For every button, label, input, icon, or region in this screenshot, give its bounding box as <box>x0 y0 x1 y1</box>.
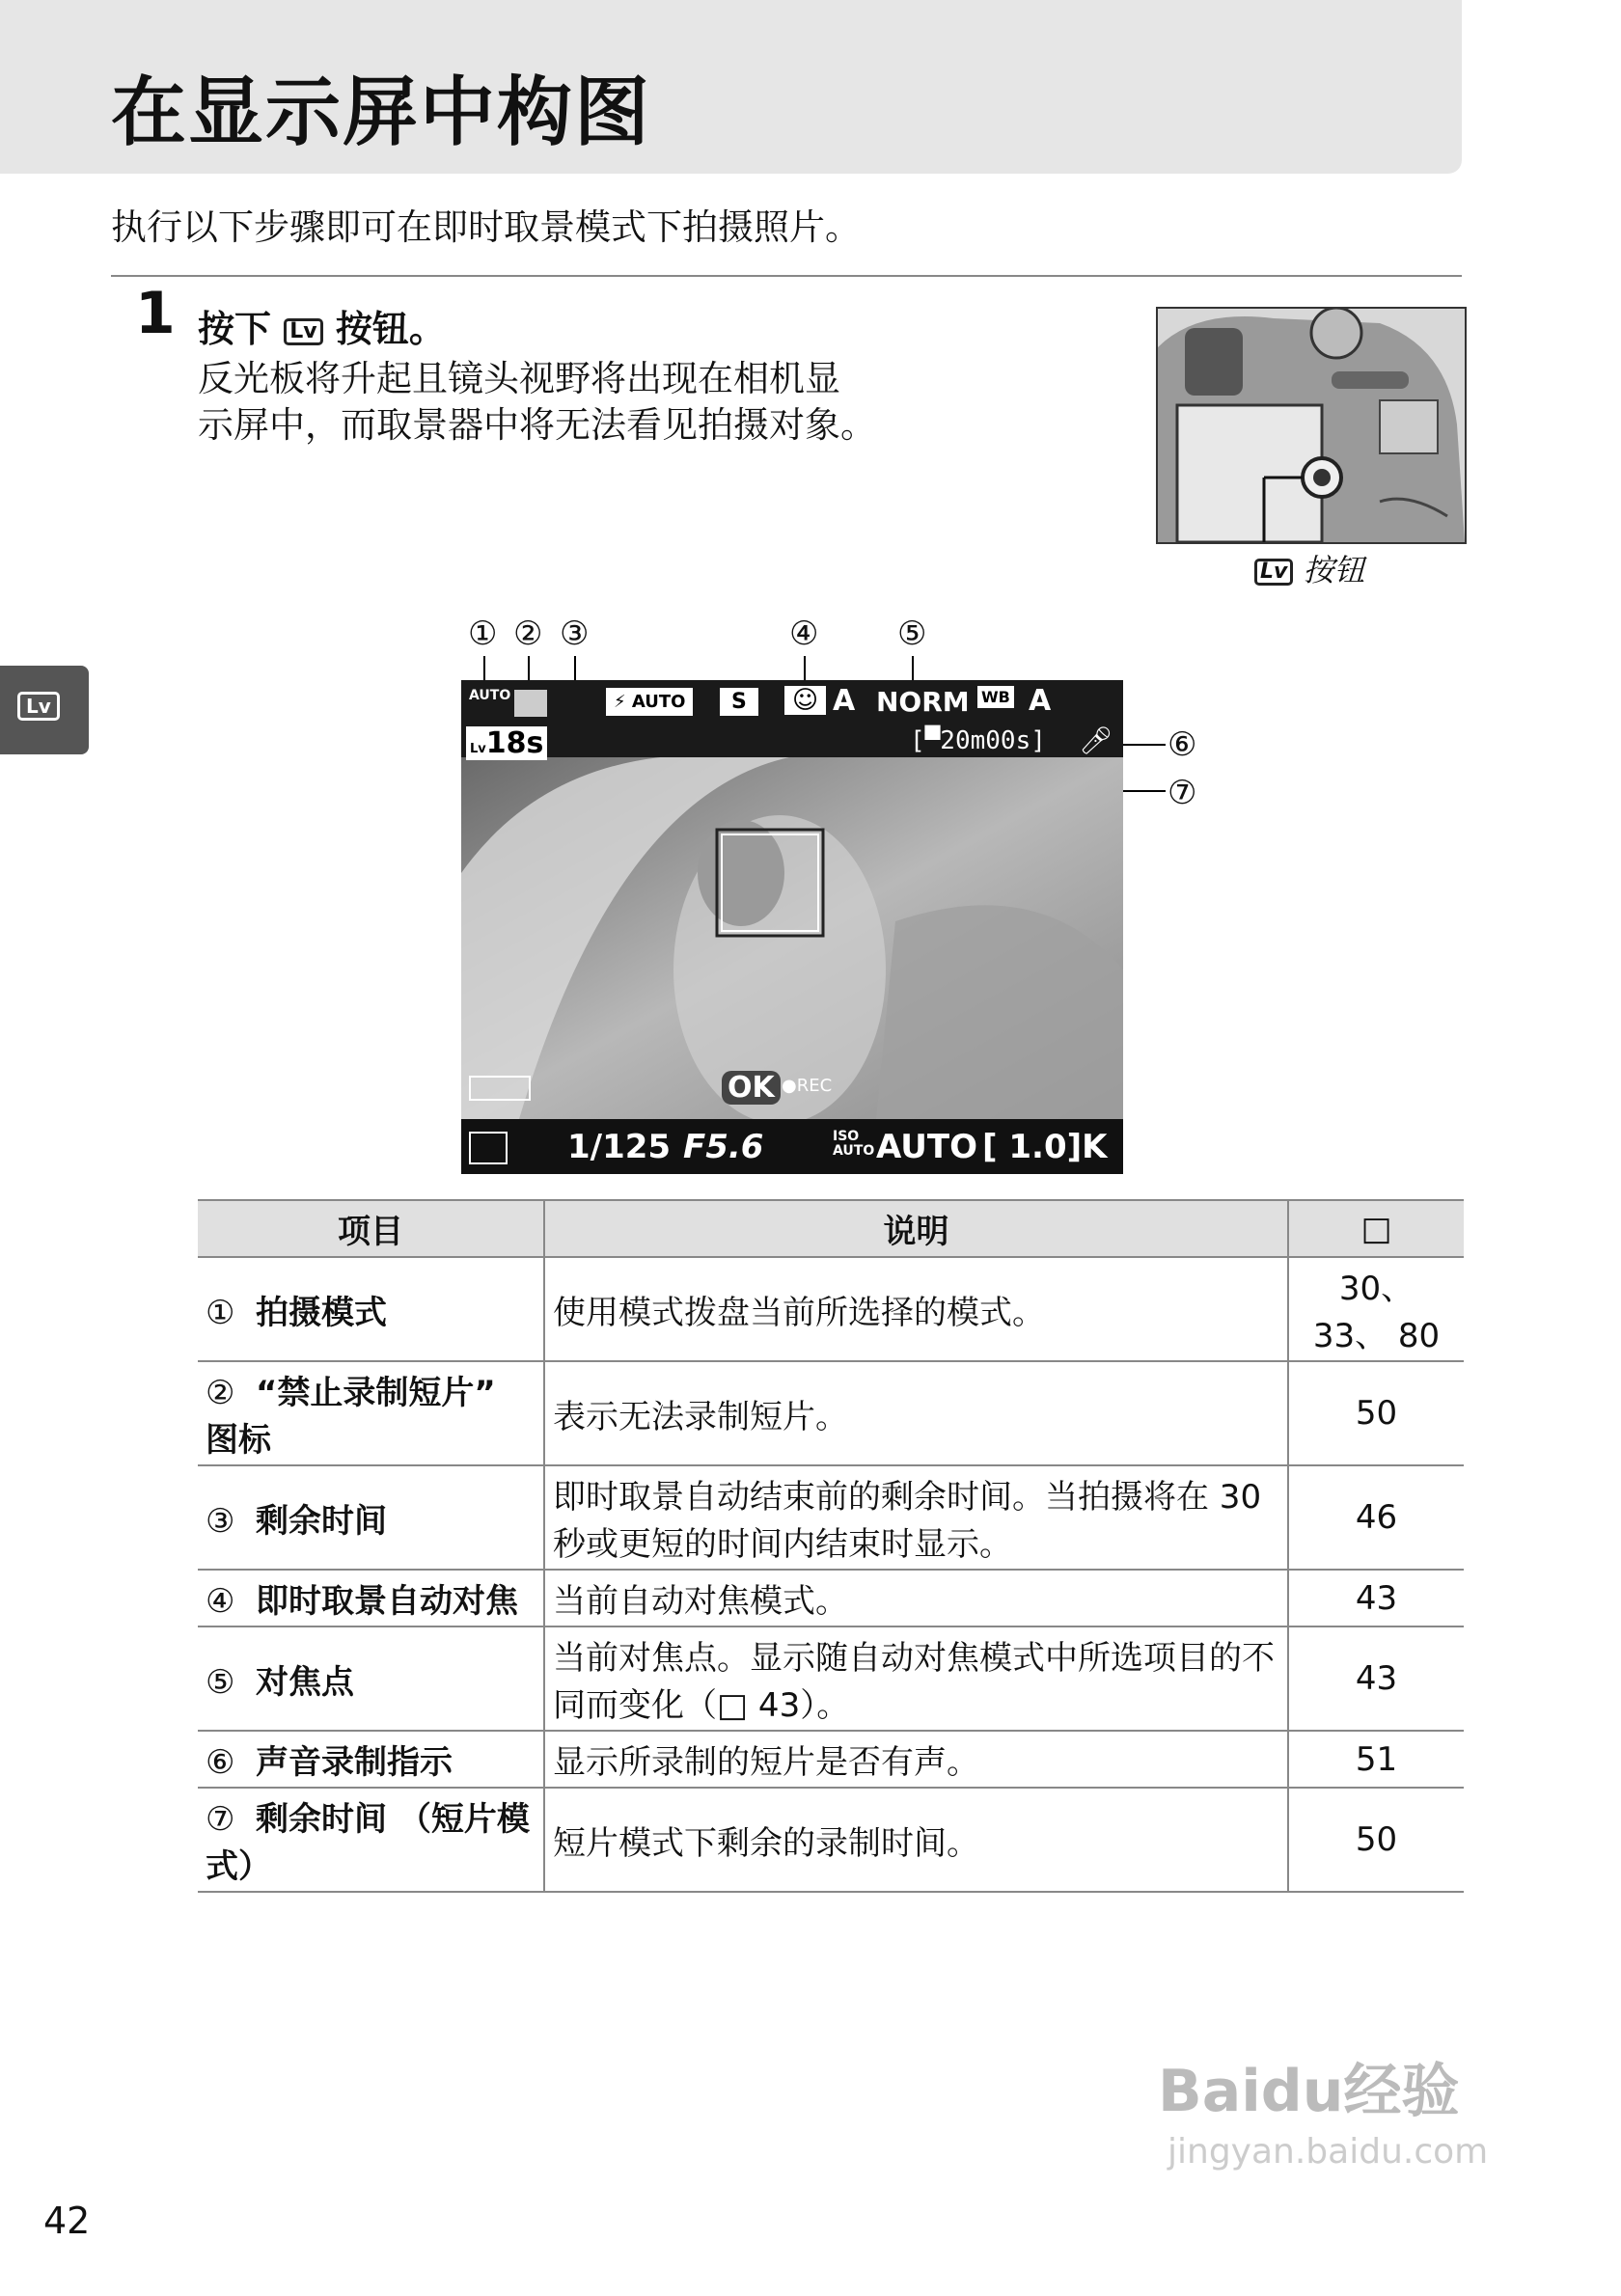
row-number: ④ <box>206 1582 235 1621</box>
live-view-icon: Lv <box>17 692 60 721</box>
row-number: ⑤ <box>206 1662 235 1702</box>
row-page: 30、 33、 80 <box>1288 1257 1464 1361</box>
shutter-speed: 1/125 <box>567 1128 672 1166</box>
row-item <box>198 1788 544 1892</box>
row-page: 50 <box>1288 1788 1464 1892</box>
shooting-mode-indicator: AUTO <box>469 688 511 703</box>
row-page: 46 <box>1288 1465 1464 1570</box>
callout-3: ③ <box>560 615 590 653</box>
row-page: 43 <box>1288 1626 1464 1731</box>
row-item-label: 剩余时间 （短片模式） <box>206 1800 530 1886</box>
callout-5: ⑤ <box>897 615 927 653</box>
row-description: 短片模式下剩余的录制时间。 <box>544 1788 1288 1892</box>
remaining-time <box>466 726 547 760</box>
page-title: 在显示屏中构图 <box>111 69 652 156</box>
row-description: 当前自动对焦模式。 <box>544 1570 1288 1626</box>
callout-7: ⑦ <box>1168 774 1197 812</box>
white-balance-mode: A <box>1029 684 1052 718</box>
row-page: 51 <box>1288 1731 1464 1788</box>
column-header-item: 项目 <box>198 1200 544 1257</box>
flash-mode-value: AUTO <box>631 692 686 712</box>
camera-caption-text: 按钮 <box>1303 552 1365 588</box>
row-item <box>198 1465 544 1570</box>
aperture: F5.6 <box>683 1128 764 1166</box>
row-number: ⑦ <box>206 1800 235 1839</box>
row-item <box>198 1626 544 1731</box>
side-tab-live-view[interactable] <box>0 666 89 754</box>
af-mode: A <box>833 684 856 718</box>
table-row <box>198 1788 1464 1892</box>
row-number: ① <box>206 1293 235 1332</box>
live-view-icon: Lv <box>1254 559 1293 586</box>
battery-icon <box>469 1076 531 1101</box>
step-heading <box>198 299 446 352</box>
ok-button-icon: OK <box>722 1071 781 1105</box>
row-description: 当前对焦点。显示随自动对焦模式中所选项目的不同而变化（□ 43）。 <box>544 1626 1288 1731</box>
reference-table <box>198 1199 1464 1893</box>
movie-remaining-time: [▀20m00s] <box>910 726 1046 755</box>
table-row <box>198 1257 1464 1361</box>
row-number: ③ <box>206 1501 235 1541</box>
callout-4: ④ <box>789 615 819 653</box>
iso-auto: ISO AUTO <box>833 1129 875 1160</box>
step-number: 1 <box>135 280 176 347</box>
baidu-watermark: Baidu经验 <box>1158 2058 1460 2125</box>
remaining-time-value: 18s <box>485 726 544 760</box>
af-area-mode: S <box>720 688 758 716</box>
table-row <box>198 1465 1464 1570</box>
row-number: ⑥ <box>206 1743 235 1782</box>
step-heading-pre: 按下 <box>198 308 272 350</box>
row-item <box>198 1361 544 1465</box>
row-page: 43 <box>1288 1570 1464 1626</box>
step-line-2: 示屏中，而取景器中将无法看见拍摄对象。 <box>198 404 876 446</box>
live-view-icon: Lv <box>470 742 486 756</box>
column-header-description: 说明 <box>544 1200 1288 1257</box>
row-description: 即时取景自动结束前的剩余时间。当拍摄将在 30 秒或更短的时间内结束时显示。 <box>544 1465 1288 1570</box>
row-item-label: 拍摄模式 <box>256 1293 387 1332</box>
camera-illustration <box>1156 307 1467 544</box>
rec-indicator: ●REC <box>782 1076 833 1096</box>
row-description: 显示所录制的短片是否有声。 <box>544 1731 1288 1788</box>
iso-value: AUTO <box>876 1128 977 1166</box>
step-heading-post: 按钮。 <box>335 308 446 350</box>
microphone-icon: 🎤︎ <box>1079 724 1113 756</box>
row-item-label: “禁止录制短片” 图标 <box>206 1374 496 1460</box>
row-number: ② <box>206 1374 235 1412</box>
baidu-watermark-url: jingyan.baidu.com <box>1168 2132 1489 2172</box>
table-row <box>198 1570 1464 1626</box>
row-description: 表示无法录制短片。 <box>544 1361 1288 1465</box>
row-description: 使用模式拨盘当前所选择的模式。 <box>544 1257 1288 1361</box>
column-header-page: □ <box>1288 1200 1464 1257</box>
live-view-button-icon: Lv <box>284 318 322 345</box>
row-item-label: 即时取景自动对焦 <box>256 1582 518 1621</box>
row-item <box>198 1731 544 1788</box>
table-row <box>198 1361 1464 1465</box>
table-header-row <box>198 1200 1464 1257</box>
callout-2: ② <box>513 615 543 653</box>
row-item-label: 对焦点 <box>256 1662 354 1702</box>
row-item <box>198 1570 544 1626</box>
row-item-label: 声音录制指示 <box>256 1743 453 1782</box>
metering-icon <box>469 1132 508 1164</box>
flash-mode: ⚡ AUTO <box>606 688 693 716</box>
page-number: 42 <box>43 2200 91 2242</box>
table-row <box>198 1626 1464 1731</box>
no-movie-icon <box>514 690 547 717</box>
camera-caption <box>1254 546 1365 590</box>
step-line-1: 反光板将升起且镜头视野将出现在相机显 <box>198 358 840 399</box>
live-view-screen <box>461 680 1123 1174</box>
table-row <box>198 1731 1464 1788</box>
row-item-label: 剩余时间 <box>256 1501 387 1541</box>
row-item <box>198 1257 544 1361</box>
shots-remaining: [ 1.0]K <box>982 1128 1108 1166</box>
callout-6: ⑥ <box>1168 725 1197 764</box>
row-page: 50 <box>1288 1361 1464 1465</box>
intro-text: 执行以下步骤即可在即时取景模式下拍摄照片。 <box>111 206 861 248</box>
callout-1: ① <box>468 615 498 653</box>
white-balance-icon: WB <box>977 686 1014 708</box>
divider <box>111 275 1462 277</box>
image-quality: NORM <box>876 686 970 718</box>
face-priority-af-icon: ☺ <box>784 686 826 715</box>
